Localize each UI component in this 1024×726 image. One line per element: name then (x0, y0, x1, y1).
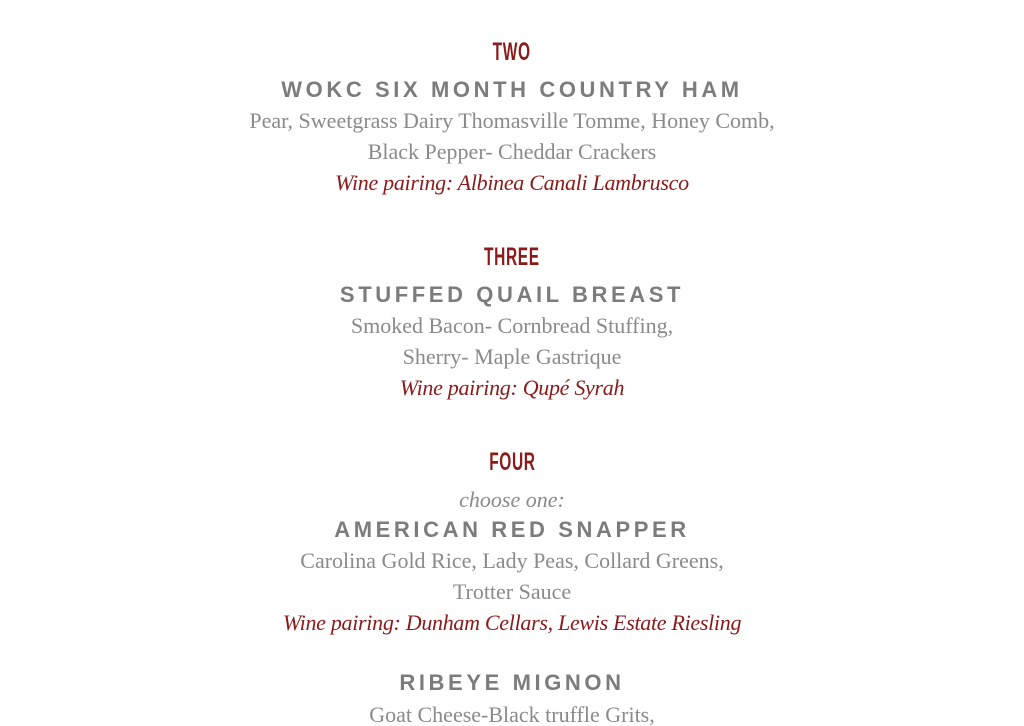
wine-pairing: Wine pairing: Dunham Cellars, Lewis Estate Riesling (282, 610, 742, 635)
dish-description: Black Pepper- Cheddar Crackers (367, 139, 657, 164)
dish-description: Pear, Sweetgrass Dairy Thomasville Tomme, Honey Comb, (249, 108, 775, 133)
course-four (0, 447, 1024, 477)
wine-pairing: Wine pairing: Qupé Syrah (399, 375, 625, 400)
dish-title: AMERICAN RED SNAPPER (334, 517, 690, 542)
course-label: THREE (484, 243, 540, 271)
course-three (0, 242, 1024, 272)
dish-title: WOKC SIX MONTH COUNTRY HAM (281, 77, 743, 102)
choice-note: choose one: (459, 487, 565, 512)
dish-description: Goat Cheese-Black truffle Grits, (369, 702, 655, 726)
dish-description: Trotter Sauce (452, 579, 572, 604)
dish-description: Carolina Gold Rice, Lady Peas, Collard Greens, (300, 548, 724, 573)
course-label: TWO (492, 38, 532, 66)
course-two (0, 37, 1024, 67)
dish-title: STUFFED QUAIL BREAST (339, 282, 685, 307)
dish-description: Smoked Bacon- Cornbread Stuffing, (350, 313, 674, 338)
wine-pairing: Wine pairing: Albinea Canali Lambrusco (335, 170, 689, 195)
dish-title: RIBEYE MIGNON (399, 670, 625, 695)
dish-description: Sherry- Maple Gastrique (402, 344, 622, 369)
course-label: FOUR (488, 448, 536, 476)
